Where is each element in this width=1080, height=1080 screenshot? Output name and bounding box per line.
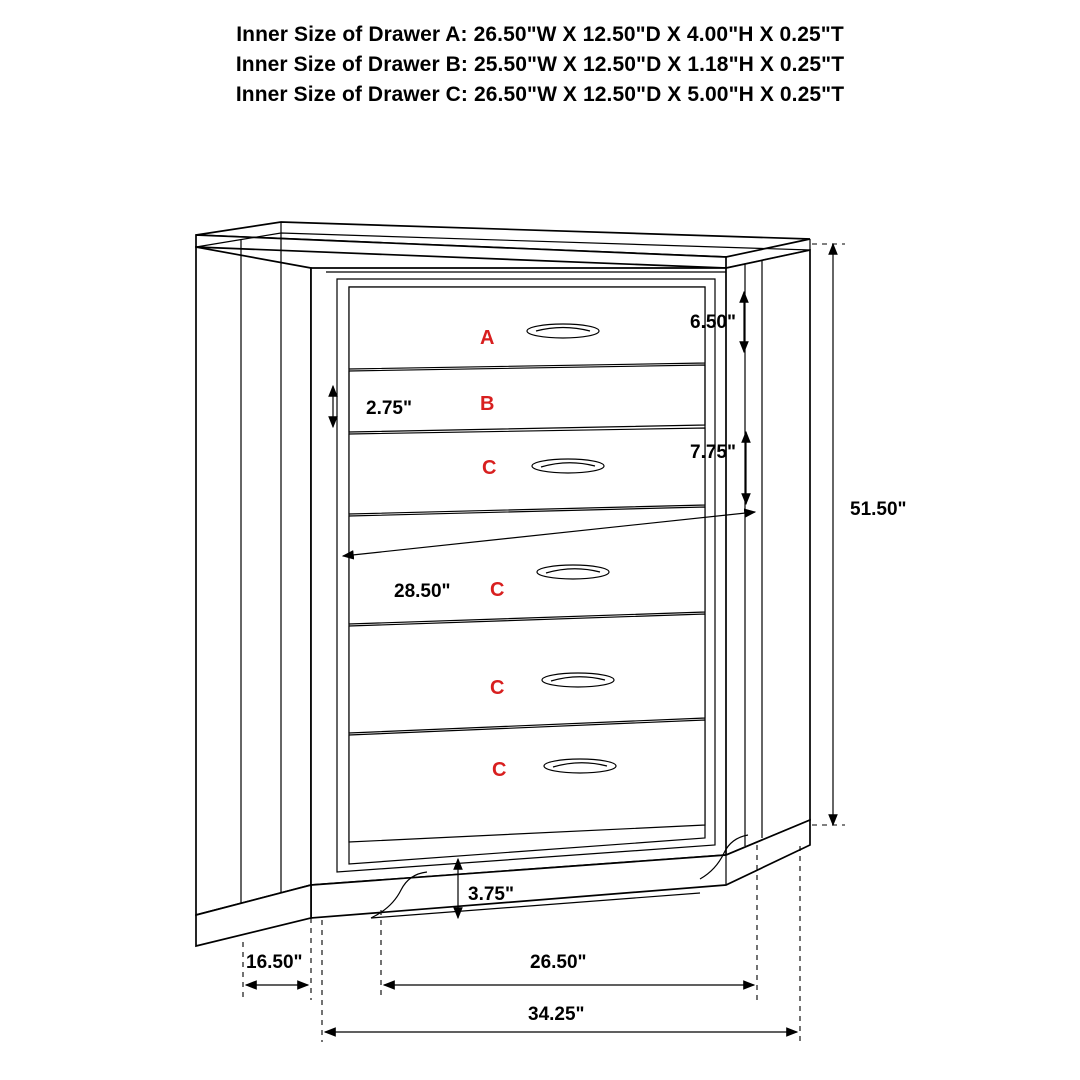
dim-label-total-height: 51.50"	[850, 499, 907, 520]
spec-line-drawer-b: Inner Size of Drawer B: 25.50"W X 12.50"D X 1.18"H X 0.25"T	[235, 53, 845, 76]
dim-label-drawer-a: 6.50"	[690, 312, 736, 333]
spec-line-drawer-c: Inner Size of Drawer C: 26.50"W X 12.50"D X 5.00"H X 0.25"T	[235, 83, 845, 106]
drawer-label-c4: C	[492, 759, 507, 781]
dim-total-height	[812, 244, 907, 825]
dim-label-depth: 16.50"	[246, 952, 303, 973]
dim-label-drawer-b: 2.75"	[366, 398, 412, 419]
spec-line-drawer-a: Inner Size of Drawer A: 26.50"W X 12.50"D X 4.00"H X 0.25"T	[236, 23, 844, 46]
drawer-label-c2: C	[490, 579, 505, 601]
drawer-label-b: B	[480, 393, 495, 415]
drawer-label-c3: C	[490, 677, 505, 699]
drawer-label-a: A	[480, 327, 495, 349]
dim-label-overall-width: 34.25"	[528, 1004, 585, 1025]
drawer-label-c1: C	[482, 457, 497, 479]
dim-label-leg-height: 3.75"	[468, 884, 514, 905]
dim-label-front-width: 26.50"	[530, 952, 587, 973]
dim-label-interior-width: 28.50"	[394, 581, 451, 602]
dim-label-drawer-c: 7.75"	[690, 442, 736, 463]
